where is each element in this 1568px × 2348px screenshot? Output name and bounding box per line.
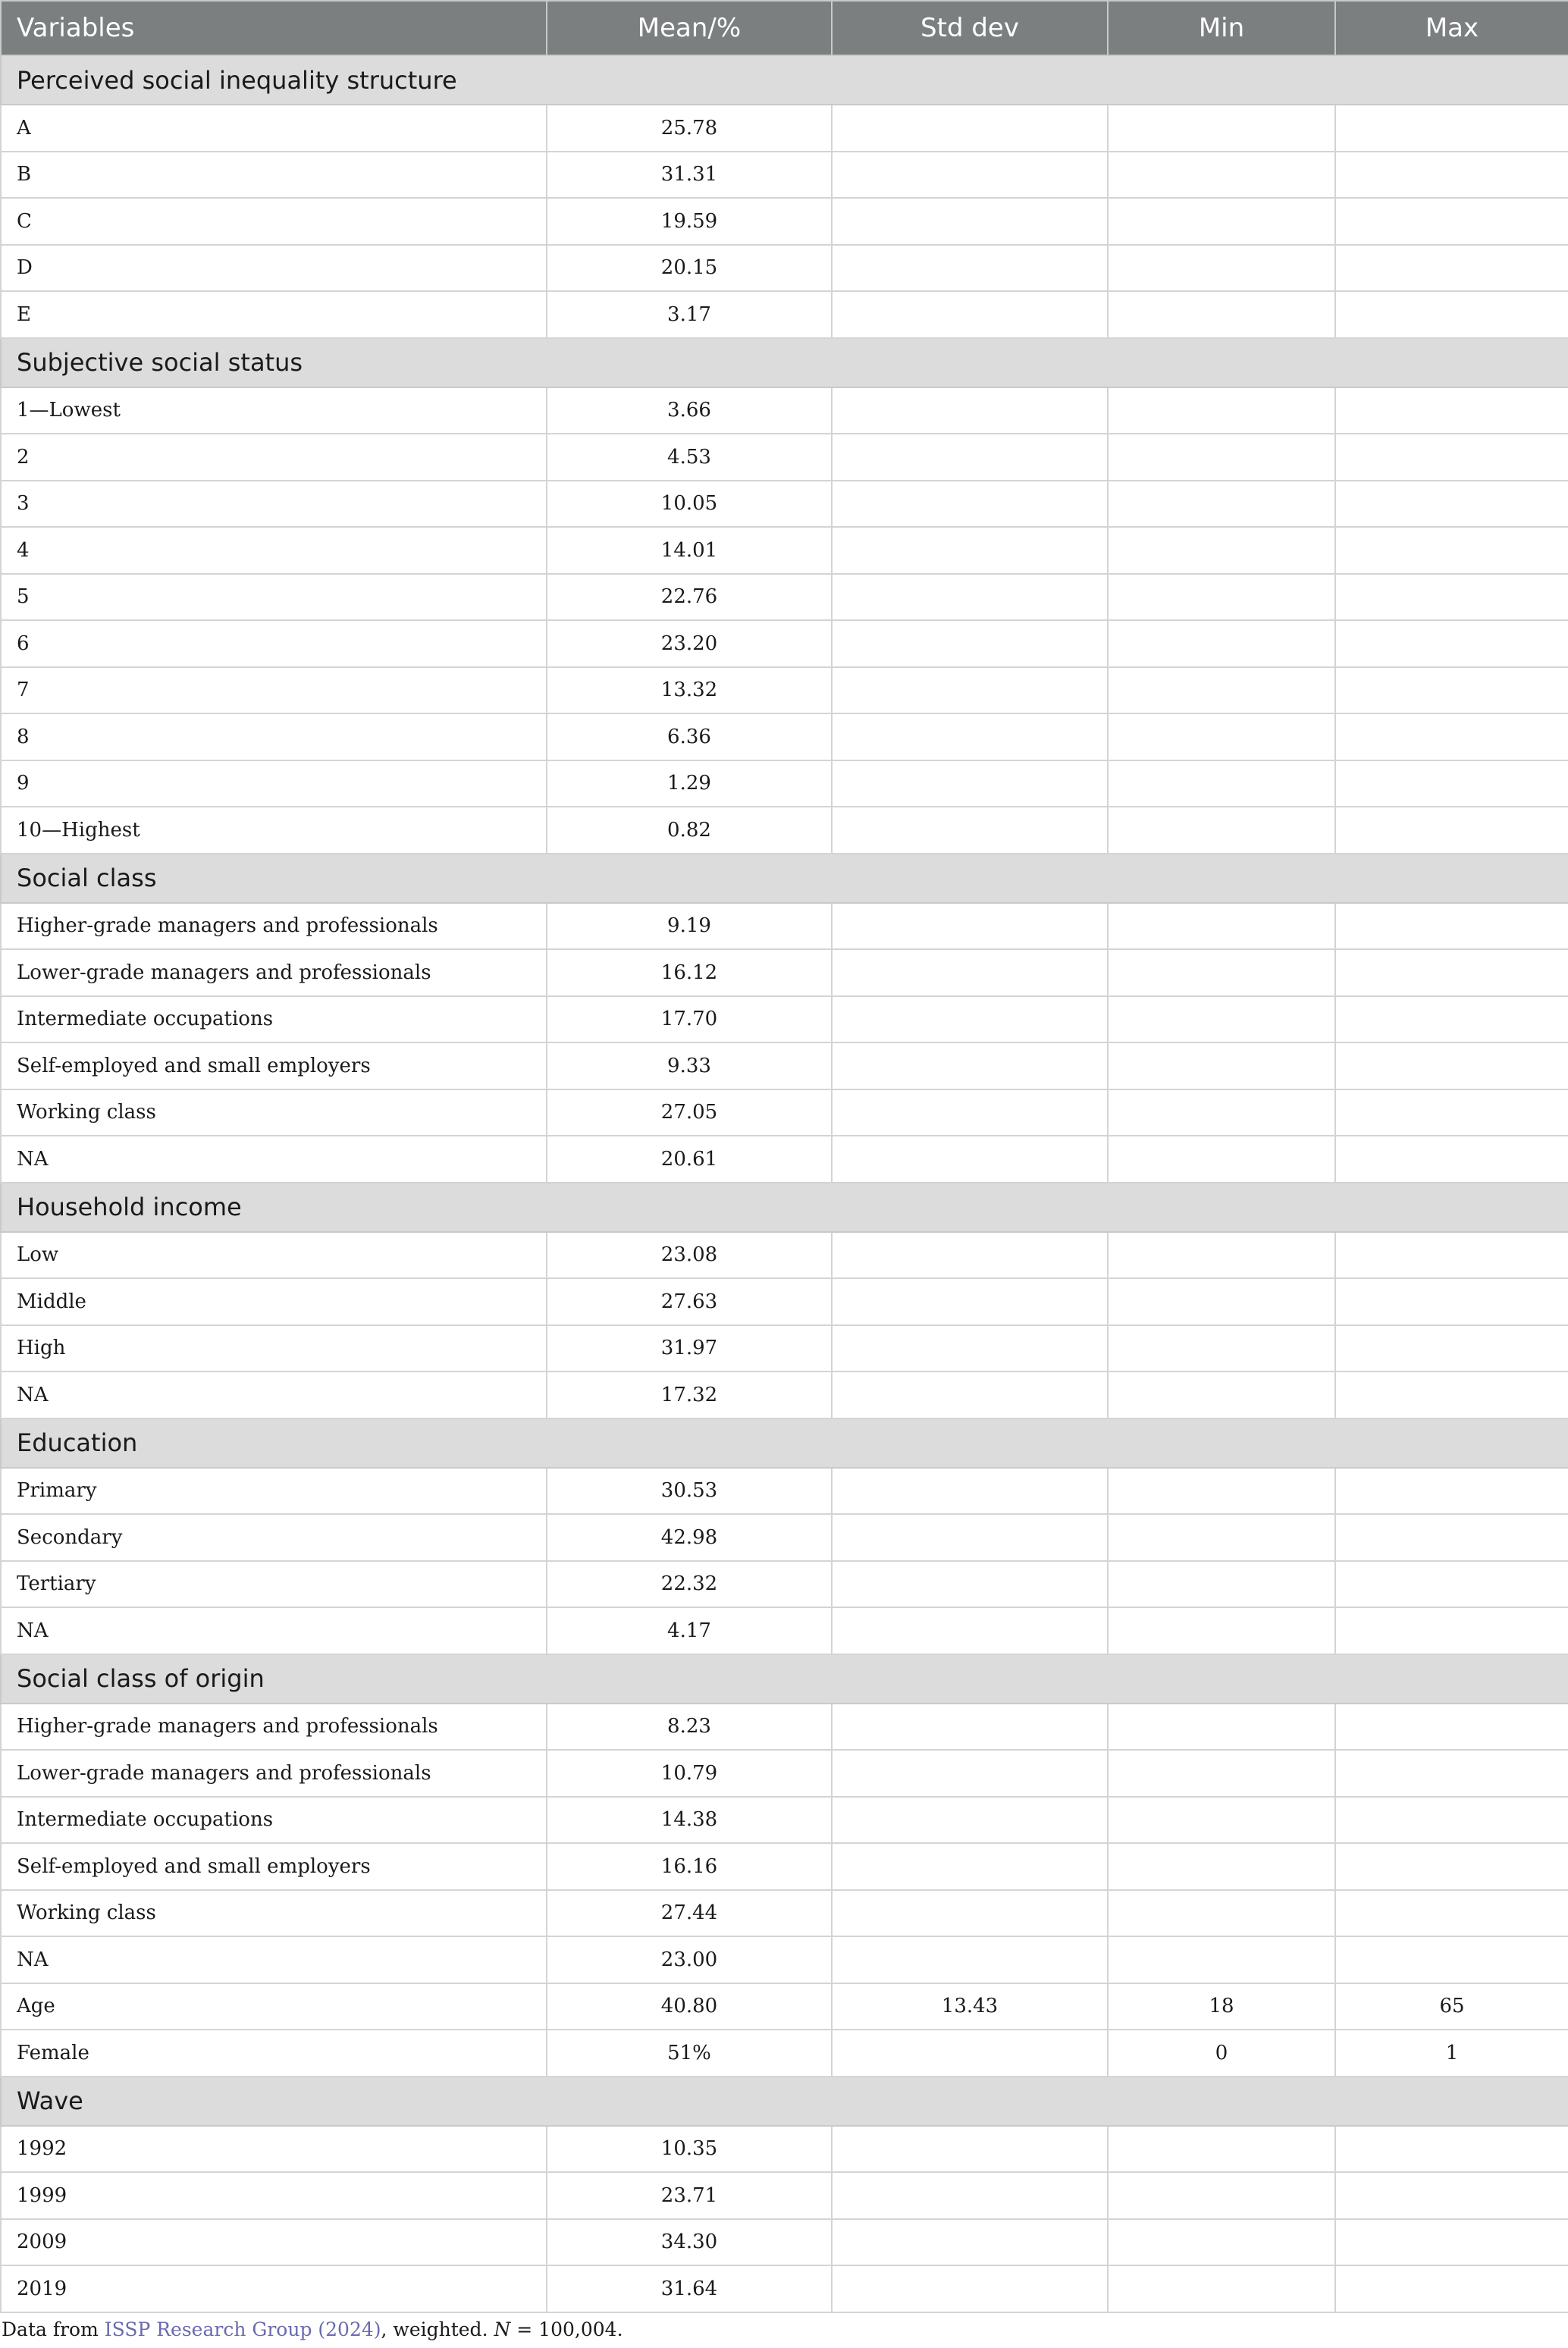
cell-mean: 51% <box>547 2030 832 2077</box>
table-row <box>1 291 1568 338</box>
footnote-n-label: N <box>494 2318 511 2340</box>
row-label: 2019 <box>1 2265 547 2312</box>
cell-std-dev <box>832 1089 1108 1136</box>
cell-mean: 27.05 <box>547 1089 832 1136</box>
cell-min <box>1108 1089 1335 1136</box>
cell-max <box>1335 2265 1568 2312</box>
cell-min <box>1108 1042 1335 1089</box>
cell-min <box>1108 291 1335 338</box>
row-label: 7 <box>1 667 547 714</box>
cell-std-dev <box>832 527 1108 574</box>
cell-min <box>1108 387 1335 434</box>
row-label: 9 <box>1 760 547 807</box>
row-label: High <box>1 1325 547 1372</box>
cell-mean: 23.20 <box>547 620 832 667</box>
section-header-row <box>1 338 1568 387</box>
row-label: 6 <box>1 620 547 667</box>
cell-max <box>1335 1371 1568 1419</box>
cell-max <box>1335 2126 1568 2173</box>
cell-mean: 10.79 <box>547 1750 832 1797</box>
section-title: Education <box>1 1419 1568 1468</box>
cell-mean: 22.32 <box>547 1561 832 1608</box>
cell-std-dev <box>832 1797 1108 1844</box>
footnote-citation-link[interactable]: ISSP Research Group (2024) <box>104 2318 381 2340</box>
cell-max <box>1335 2172 1568 2219</box>
row-label: 1992 <box>1 2126 547 2173</box>
row-label: Lower-grade managers and professionals <box>1 949 547 996</box>
cell-mean: 25.78 <box>547 105 832 152</box>
cell-max <box>1335 807 1568 854</box>
cell-std-dev <box>832 152 1108 199</box>
cell-min <box>1108 105 1335 152</box>
cell-std-dev <box>832 2265 1108 2312</box>
cell-mean: 17.32 <box>547 1371 832 1419</box>
section-header-row <box>1 1183 1568 1232</box>
table-row <box>1 1750 1568 1797</box>
table-row <box>1 2265 1568 2312</box>
table-row <box>1 1890 1568 1937</box>
cell-mean: 3.66 <box>547 387 832 434</box>
footnote-middle: , weighted. <box>381 2318 494 2340</box>
cell-max <box>1335 1278 1568 1325</box>
cell-min <box>1108 667 1335 714</box>
cell-min <box>1108 1750 1335 1797</box>
cell-std-dev <box>832 1278 1108 1325</box>
cell-std-dev <box>832 1561 1108 1608</box>
row-label: 8 <box>1 713 547 760</box>
cell-std-dev <box>832 1704 1108 1751</box>
table-row <box>1 1843 1568 1890</box>
cell-max <box>1335 1232 1568 1279</box>
cell-mean: 17.70 <box>547 996 832 1043</box>
cell-mean: 30.53 <box>547 1468 832 1515</box>
cell-std-dev <box>832 1468 1108 1515</box>
footnote-n-value: = 100,004. <box>510 2318 623 2340</box>
cell-mean: 20.15 <box>547 245 832 292</box>
cell-max <box>1335 1042 1568 1089</box>
table-row <box>1 1561 1568 1608</box>
table-row <box>1 2219 1568 2266</box>
cell-max <box>1335 2219 1568 2266</box>
cell-max <box>1335 1607 1568 1654</box>
cell-std-dev: 13.43 <box>832 1983 1108 2030</box>
cell-max <box>1335 387 1568 434</box>
cell-min <box>1108 760 1335 807</box>
cell-min <box>1108 807 1335 854</box>
cell-std-dev <box>832 1843 1108 1890</box>
cell-std-dev <box>832 2030 1108 2077</box>
cell-std-dev <box>832 667 1108 714</box>
cell-max <box>1335 1750 1568 1797</box>
section-header-row <box>1 55 1568 105</box>
cell-max <box>1335 1890 1568 1937</box>
cell-mean: 16.12 <box>547 949 832 996</box>
cell-std-dev <box>832 996 1108 1043</box>
row-label: Middle <box>1 1278 547 1325</box>
table-row <box>1 1325 1568 1372</box>
table-row <box>1 1983 1568 2030</box>
cell-mean: 10.35 <box>547 2126 832 2173</box>
cell-min <box>1108 1232 1335 1279</box>
cell-std-dev <box>832 198 1108 245</box>
cell-std-dev <box>832 2126 1108 2173</box>
row-label: Primary <box>1 1468 547 1515</box>
table-row <box>1 1607 1568 1654</box>
row-label: 1999 <box>1 2172 547 2219</box>
cell-std-dev <box>832 1750 1108 1797</box>
cell-mean: 9.19 <box>547 903 832 950</box>
row-label: NA <box>1 1936 547 1983</box>
table-row <box>1 434 1568 481</box>
cell-max <box>1335 1468 1568 1515</box>
row-label: B <box>1 152 547 199</box>
cell-max <box>1335 903 1568 950</box>
row-label: Low <box>1 1232 547 1279</box>
row-label: D <box>1 245 547 292</box>
cell-max <box>1335 1843 1568 1890</box>
cell-max <box>1335 481 1568 528</box>
cell-min <box>1108 1936 1335 1983</box>
cell-max <box>1335 1797 1568 1844</box>
table-row <box>1 713 1568 760</box>
header-max: Max <box>1335 1 1568 55</box>
cell-min <box>1108 903 1335 950</box>
section-header-row <box>1 854 1568 903</box>
cell-min <box>1108 949 1335 996</box>
cell-max <box>1335 713 1568 760</box>
cell-std-dev <box>832 1325 1108 1372</box>
cell-mean: 40.80 <box>547 1983 832 2030</box>
row-label: Self-employed and small employers <box>1 1843 547 1890</box>
cell-mean: 16.16 <box>547 1843 832 1890</box>
section-title: Household income <box>1 1183 1568 1232</box>
cell-max <box>1335 1936 1568 1983</box>
cell-std-dev <box>832 949 1108 996</box>
cell-mean: 22.76 <box>547 574 832 621</box>
table-row <box>1 198 1568 245</box>
cell-max <box>1335 1561 1568 1608</box>
cell-std-dev <box>832 1890 1108 1937</box>
row-label: Self-employed and small employers <box>1 1042 547 1089</box>
cell-max <box>1335 1325 1568 1372</box>
table-row <box>1 1704 1568 1751</box>
cell-std-dev <box>832 2219 1108 2266</box>
cell-mean: 9.33 <box>547 1042 832 1089</box>
cell-std-dev <box>832 1371 1108 1419</box>
row-label: Higher-grade managers and professionals <box>1 1704 547 1751</box>
cell-mean: 34.30 <box>547 2219 832 2266</box>
cell-min <box>1108 1468 1335 1515</box>
cell-std-dev <box>832 903 1108 950</box>
cell-mean: 31.97 <box>547 1325 832 1372</box>
cell-mean: 4.17 <box>547 1607 832 1654</box>
row-label: A <box>1 105 547 152</box>
cell-std-dev <box>832 434 1108 481</box>
table-row <box>1 152 1568 199</box>
cell-mean: 14.01 <box>547 527 832 574</box>
cell-min <box>1108 1704 1335 1751</box>
row-label: Working class <box>1 1890 547 1937</box>
row-label: E <box>1 291 547 338</box>
table-row <box>1 1797 1568 1844</box>
section-header-row <box>1 1419 1568 1468</box>
cell-max <box>1335 949 1568 996</box>
cell-std-dev <box>832 1232 1108 1279</box>
cell-mean: 4.53 <box>547 434 832 481</box>
row-label: Lower-grade managers and professionals <box>1 1750 547 1797</box>
cell-max <box>1335 574 1568 621</box>
row-label: 1—Lowest <box>1 387 547 434</box>
row-label: 3 <box>1 481 547 528</box>
cell-min <box>1108 1843 1335 1890</box>
cell-min <box>1108 1371 1335 1419</box>
cell-min <box>1108 620 1335 667</box>
cell-std-dev <box>832 387 1108 434</box>
cell-min <box>1108 574 1335 621</box>
header-min: Min <box>1108 1 1335 55</box>
table-footnote <box>2 2318 623 2340</box>
table-row <box>1 996 1568 1043</box>
cell-max <box>1335 996 1568 1043</box>
cell-mean: 20.61 <box>547 1136 832 1183</box>
row-label: 4 <box>1 527 547 574</box>
cell-max <box>1335 291 1568 338</box>
section-title: Perceived social inequality structure <box>1 55 1568 105</box>
row-label: 5 <box>1 574 547 621</box>
cell-mean: 23.71 <box>547 2172 832 2219</box>
cell-mean: 10.05 <box>547 481 832 528</box>
table-row <box>1 1089 1568 1136</box>
cell-min <box>1108 481 1335 528</box>
row-label: Intermediate occupations <box>1 1797 547 1844</box>
cell-min <box>1108 1136 1335 1183</box>
cell-min <box>1108 2126 1335 2173</box>
cell-min <box>1108 996 1335 1043</box>
table-row <box>1 620 1568 667</box>
table-row <box>1 1136 1568 1183</box>
cell-std-dev <box>832 481 1108 528</box>
cell-std-dev <box>832 760 1108 807</box>
cell-max <box>1335 152 1568 199</box>
cell-std-dev <box>832 245 1108 292</box>
table-row <box>1 760 1568 807</box>
cell-std-dev <box>832 807 1108 854</box>
cell-min <box>1108 2172 1335 2219</box>
cell-mean: 23.00 <box>547 1936 832 1983</box>
cell-min <box>1108 1561 1335 1608</box>
section-header-row <box>1 1654 1568 1704</box>
table-row <box>1 1232 1568 1279</box>
table-row <box>1 2172 1568 2219</box>
cell-std-dev <box>832 291 1108 338</box>
table-row <box>1 481 1568 528</box>
cell-std-dev <box>832 713 1108 760</box>
row-label: C <box>1 198 547 245</box>
cell-max <box>1335 245 1568 292</box>
cell-mean: 27.63 <box>547 1278 832 1325</box>
cell-std-dev <box>832 1042 1108 1089</box>
table-row <box>1 2030 1568 2077</box>
table-row <box>1 105 1568 152</box>
cell-max <box>1335 434 1568 481</box>
table-row <box>1 949 1568 996</box>
cell-std-dev <box>832 1607 1108 1654</box>
cell-max <box>1335 105 1568 152</box>
row-label: Age <box>1 1983 547 2030</box>
cell-mean: 31.31 <box>547 152 832 199</box>
cell-mean: 3.17 <box>547 291 832 338</box>
cell-std-dev <box>832 105 1108 152</box>
cell-mean: 13.32 <box>547 667 832 714</box>
section-title: Subjective social status <box>1 338 1568 387</box>
cell-min <box>1108 1797 1335 1844</box>
cell-max: 1 <box>1335 2030 1568 2077</box>
header-mean: Mean/% <box>547 1 832 55</box>
row-label: Tertiary <box>1 1561 547 1608</box>
table-row <box>1 903 1568 950</box>
cell-max <box>1335 1704 1568 1751</box>
table-row <box>1 1514 1568 1561</box>
cell-mean: 23.08 <box>547 1232 832 1279</box>
cell-std-dev <box>832 620 1108 667</box>
cell-min <box>1108 527 1335 574</box>
cell-max <box>1335 667 1568 714</box>
cell-max <box>1335 198 1568 245</box>
row-label: NA <box>1 1371 547 1419</box>
cell-mean: 27.44 <box>547 1890 832 1937</box>
cell-std-dev <box>832 1136 1108 1183</box>
table-row <box>1 1042 1568 1089</box>
cell-max <box>1335 620 1568 667</box>
cell-min <box>1108 1890 1335 1937</box>
cell-min <box>1108 713 1335 760</box>
cell-mean: 0.82 <box>547 807 832 854</box>
cell-mean: 14.38 <box>547 1797 832 1844</box>
cell-min <box>1108 198 1335 245</box>
cell-mean: 42.98 <box>547 1514 832 1561</box>
row-label: Secondary <box>1 1514 547 1561</box>
cell-min: 18 <box>1108 1983 1335 2030</box>
section-header-row <box>1 2077 1568 2126</box>
cell-std-dev <box>832 2172 1108 2219</box>
header-std-dev: Std dev <box>832 1 1108 55</box>
section-title: Social class of origin <box>1 1654 1568 1704</box>
table-row <box>1 245 1568 292</box>
cell-min <box>1108 1325 1335 1372</box>
cell-max <box>1335 1514 1568 1561</box>
row-label: Intermediate occupations <box>1 996 547 1043</box>
table-row <box>1 807 1568 854</box>
table-row <box>1 667 1568 714</box>
table-header-row <box>1 1 1568 55</box>
table-row <box>1 1371 1568 1419</box>
cell-mean: 1.29 <box>547 760 832 807</box>
row-label: 2009 <box>1 2219 547 2266</box>
cell-mean: 6.36 <box>547 713 832 760</box>
table-row <box>1 574 1568 621</box>
cell-std-dev <box>832 574 1108 621</box>
row-label: Working class <box>1 1089 547 1136</box>
cell-max <box>1335 760 1568 807</box>
row-label: 2 <box>1 434 547 481</box>
section-title: Wave <box>1 2077 1568 2126</box>
cell-min: 0 <box>1108 2030 1335 2077</box>
cell-min <box>1108 152 1335 199</box>
cell-max <box>1335 527 1568 574</box>
cell-min <box>1108 245 1335 292</box>
cell-std-dev <box>832 1936 1108 1983</box>
cell-mean: 8.23 <box>547 1704 832 1751</box>
cell-max <box>1335 1089 1568 1136</box>
cell-min <box>1108 434 1335 481</box>
cell-min <box>1108 1607 1335 1654</box>
row-label: Higher-grade managers and professionals <box>1 903 547 950</box>
row-label: Female <box>1 2030 547 2077</box>
table-row <box>1 2126 1568 2173</box>
cell-mean: 19.59 <box>547 198 832 245</box>
row-label: 10—Highest <box>1 807 547 854</box>
table-row <box>1 1468 1568 1515</box>
row-label: NA <box>1 1607 547 1654</box>
table-row <box>1 387 1568 434</box>
table-body <box>1 55 1568 2312</box>
table-row <box>1 527 1568 574</box>
header-variables: Variables <box>1 1 547 55</box>
section-title: Social class <box>1 854 1568 903</box>
footnote-prefix: Data from <box>2 2318 105 2340</box>
table-row <box>1 1278 1568 1325</box>
cell-min <box>1108 1514 1335 1561</box>
cell-max <box>1335 1136 1568 1183</box>
cell-min <box>1108 2219 1335 2266</box>
row-label: NA <box>1 1136 547 1183</box>
cell-max: 65 <box>1335 1983 1568 2030</box>
cell-mean: 31.64 <box>547 2265 832 2312</box>
cell-min <box>1108 1278 1335 1325</box>
cell-std-dev <box>832 1514 1108 1561</box>
cell-min <box>1108 2265 1335 2312</box>
table-row <box>1 1936 1568 1983</box>
